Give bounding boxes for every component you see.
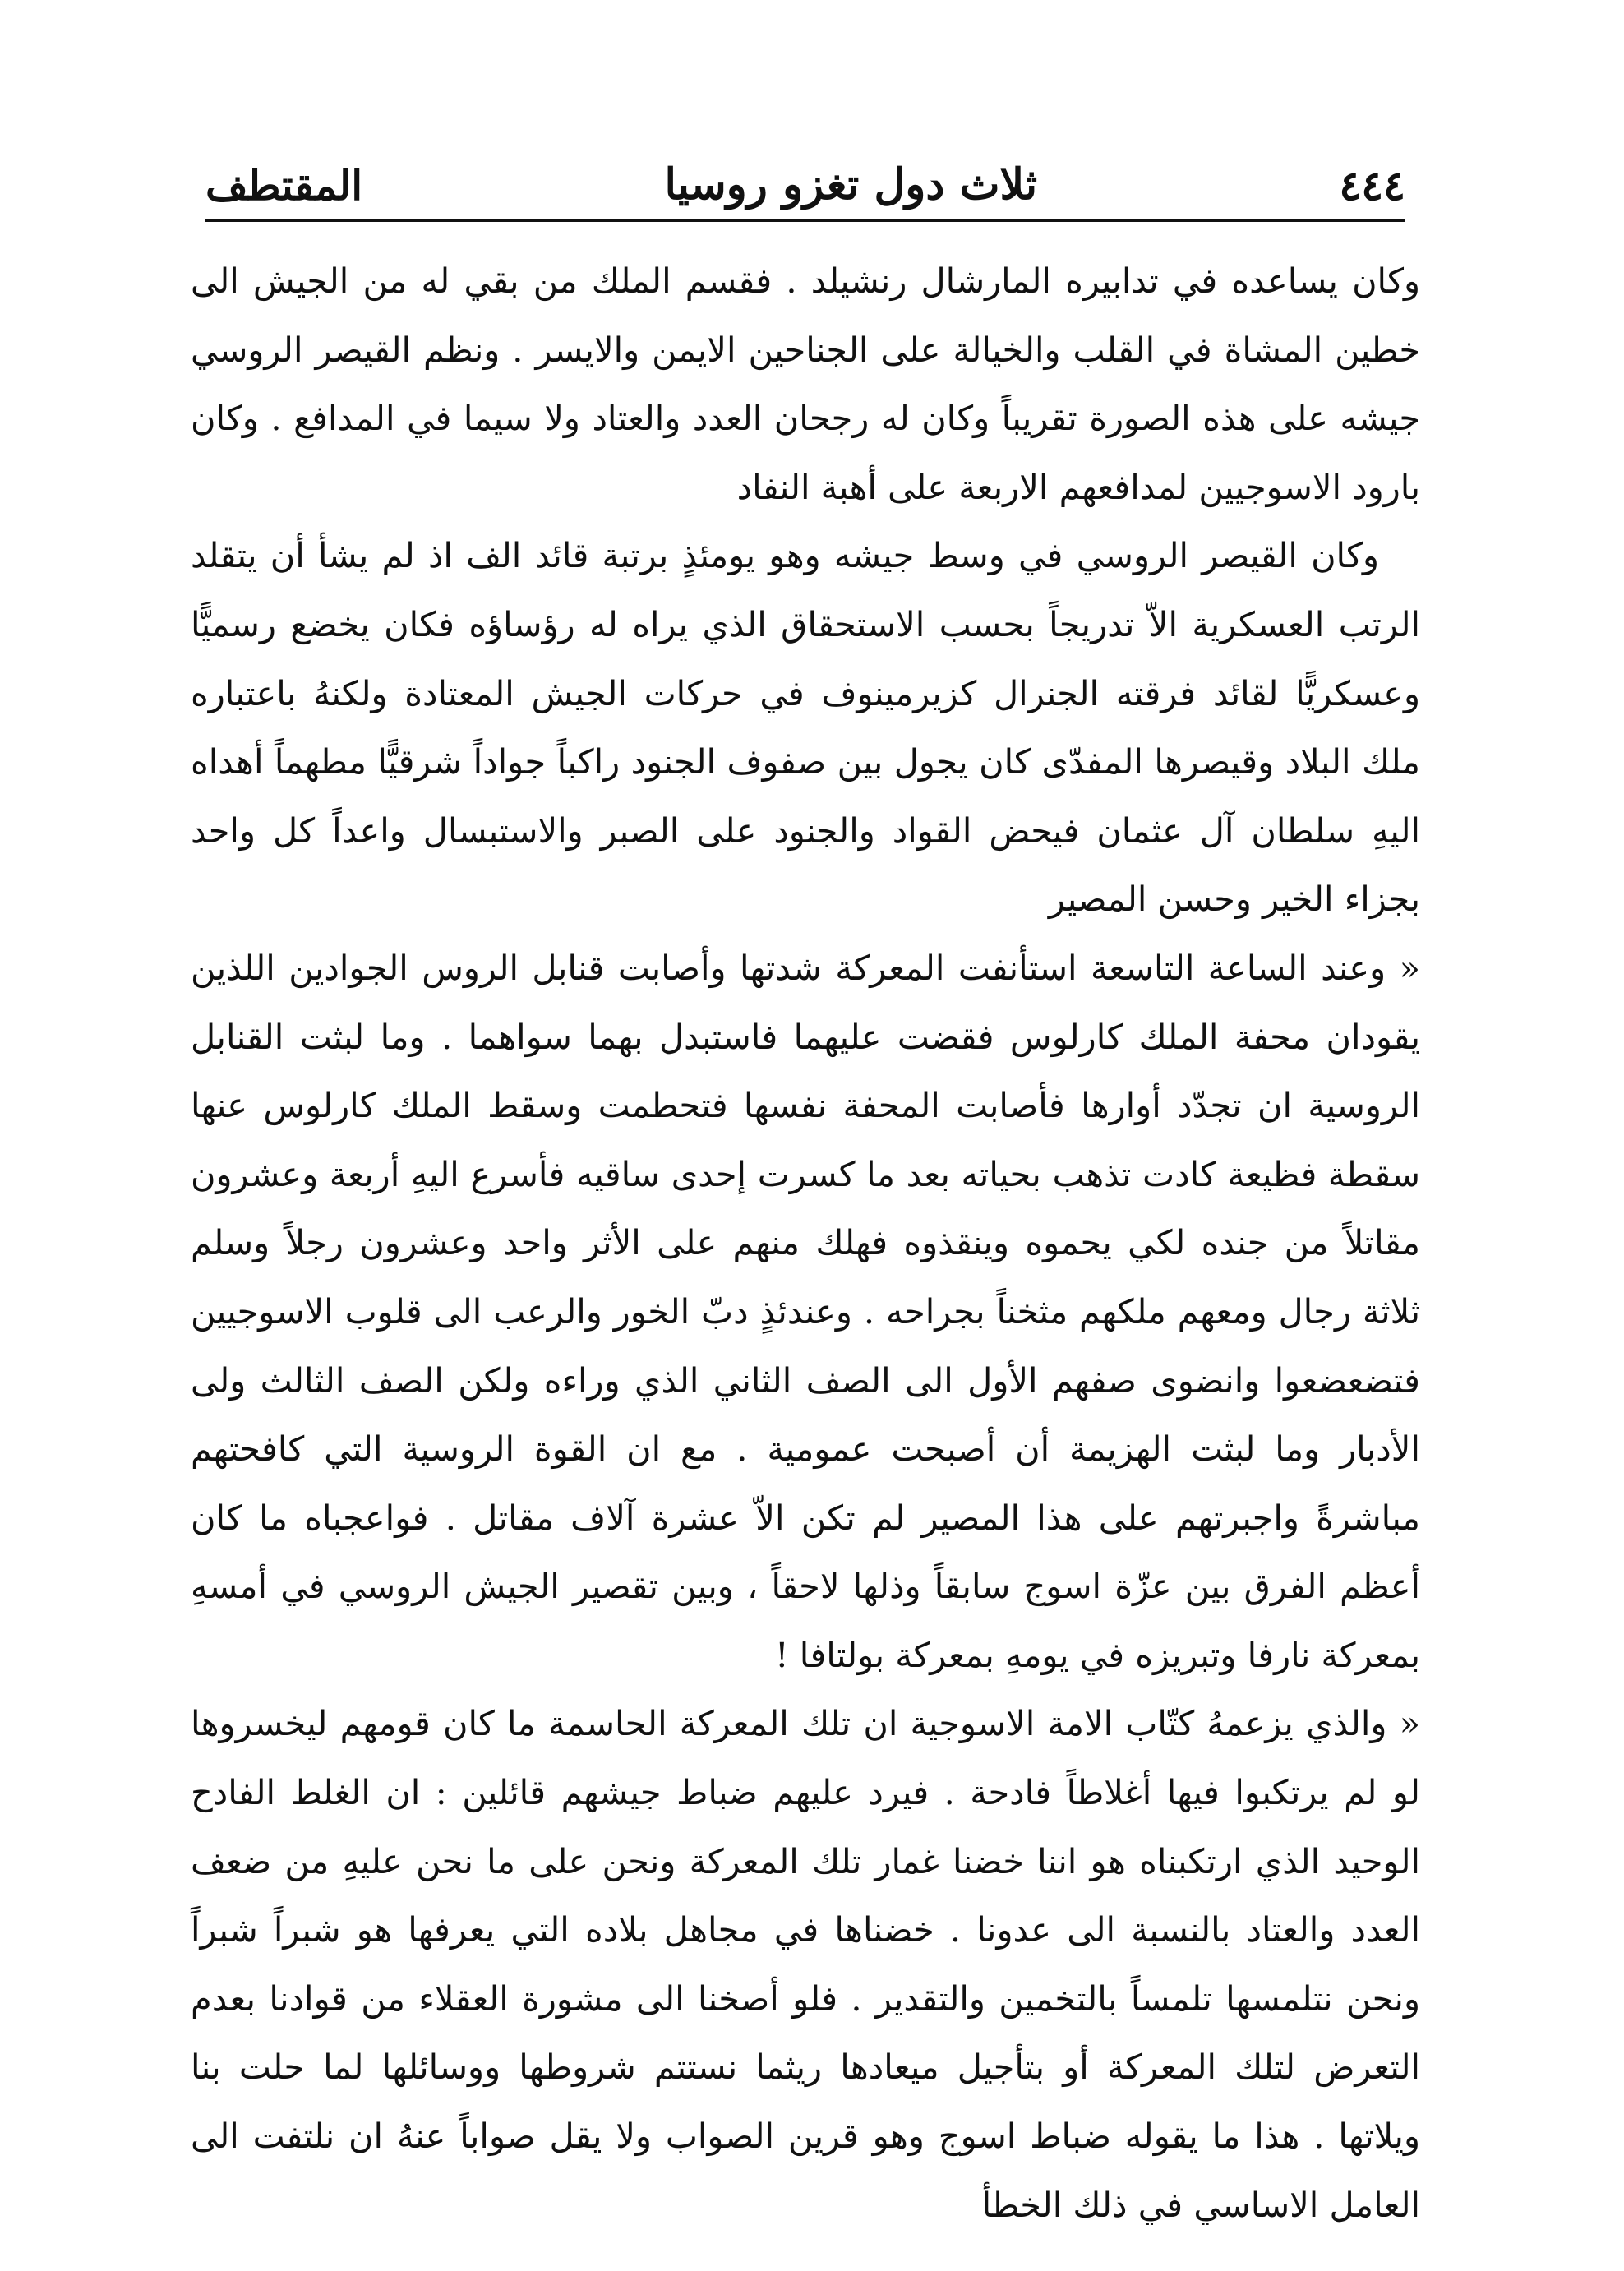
paragraph-1: وكان يساعده في تدابيره المارشال رنشيلد . فقسم الملك من بقي له من الجيش الى خطين المشاة في القلب والخيالة على الجناحين الايمن والايسر . ونظم القيصر الروسي جيشه على هذه الصورة تقريباً وكان له رجحان العدد والعتاد ولا سيما في المدافع . وكان بارود الاسوجيين لمدافعهم الاربعة على أهبة النفاد xyxy=(191,261,1420,507)
journal-name: المقتطف xyxy=(205,161,363,210)
paragraph-3: « وعند الساعة التاسعة استأنفت المعركة شدتها وأصابت قنابل الروس الجوادين اللذين يقودان محفة الملك كارلوس فقضت عليهما فاستبدل بهما سواهما . وما لبثت القنابل الروسية ان تجدّد أوارها فأصابت المحفة نفسها فتحطمت وسقط الملك كارلوس عنها سقطة فظيعة كادت تذهب بحياته بعد ما كسرت إحدى ساقيه فأسرع اليهِ أربعة وعشرون مقاتلاً من جنده لكي يحموه وينقذوه فهلك منهم على الأثر واحد وعشرون رجلاً وسلم ثلاثة رجال ومعهم ملكهم مثخناً بجراحه . وعندئذٍ دبّ الخور والرعب الى قلوب الاسوجيين فتضعضعوا وانضوى صفهم الأول الى الصف الثاني الذي وراءه ولكن الصف الثالث ولى الأدبار وما لبثت الهزيمة أن أصبحت عمومية . مع ان القوة الروسية التي كافحتهم مباشرةً واجبرتهم على هذا المصير لم تكن الاّ عشرة آلاف مقاتل . فواعجباه ما كان أعظم الفرق بين عزّة اسوج سابقاً وذلها لاحقاً ، وبين تقصير الجيش الروسي في أمسهِ بمعركة نارفا وتبريزه في يومهِ بمعركة بولتافا ! xyxy=(191,947,1420,1675)
paragraph-4: « والذي يزعمهُ كتّاب الامة الاسوجية ان تلك المعركة الحاسمة ما كان قومهم ليخسروها لو لم يرتكبوا فيها أغلاطاً فادحة . فيرد عليهم ضباط جيشهم قائلين : ان الغلط الفادح الوحيد الذي ارتكبناه هو اننا خضنا غمار تلك المعركة ونحن على ما نحن عليهِ من ضعف العدد والعتاد بالنسبة الى عدونا . خضناها في مجاهل بلاده التي يعرفها هو شبراً شبراً ونحن نتلمسها تلمساً بالتخمين والتقدير . فلو أصخنا الى مشورة العقلاء من قوادنا بعدم التعرض لتلك المعركة أو بتأجيل ميعادها ريثما نستتم شروطها ووسائلها لما حلت بنا ويلاتها . هذا ما يقوله ضباط اسوج وهو قرين الصواب ولا يقل صواباً عنهُ ان نلتفت الى العامل الاساسي في ذلك الخطأ xyxy=(191,1703,1420,2225)
paragraph-2: وكان القيصر الروسي في وسط جيشه وهو يومئذٍ برتبة قائد الف اذ لم يشأ أن يتقلد الرتب العسكرية الاّ تدريجاً بحسب الاستحقاق الذي يراه له رؤساؤه فكان يخضع رسميًّا وعسكريًّا لقائد فرقته الجنرال كزيرمينوف في حركات الجيش المعتادة ولكنهُ باعتباره ملك البلاد وقيصرها المفدّى كان يجول بين صفوف الجنود راكباً جواداً شرقيًّا مطهماً أهداه اليهِ سلطان آل عثمان فيحض القواد والجنود على الصبر والاستبسال واعداً كل واحد بجزاء الخير وحسن المصير xyxy=(191,535,1420,920)
header-rule xyxy=(205,219,1405,222)
page-header xyxy=(205,136,1405,210)
article-body xyxy=(191,247,1420,2239)
running-title: ثلاث دول تغزو روسيا xyxy=(664,159,1038,210)
page-number: ٤٤٤ xyxy=(1339,161,1405,210)
